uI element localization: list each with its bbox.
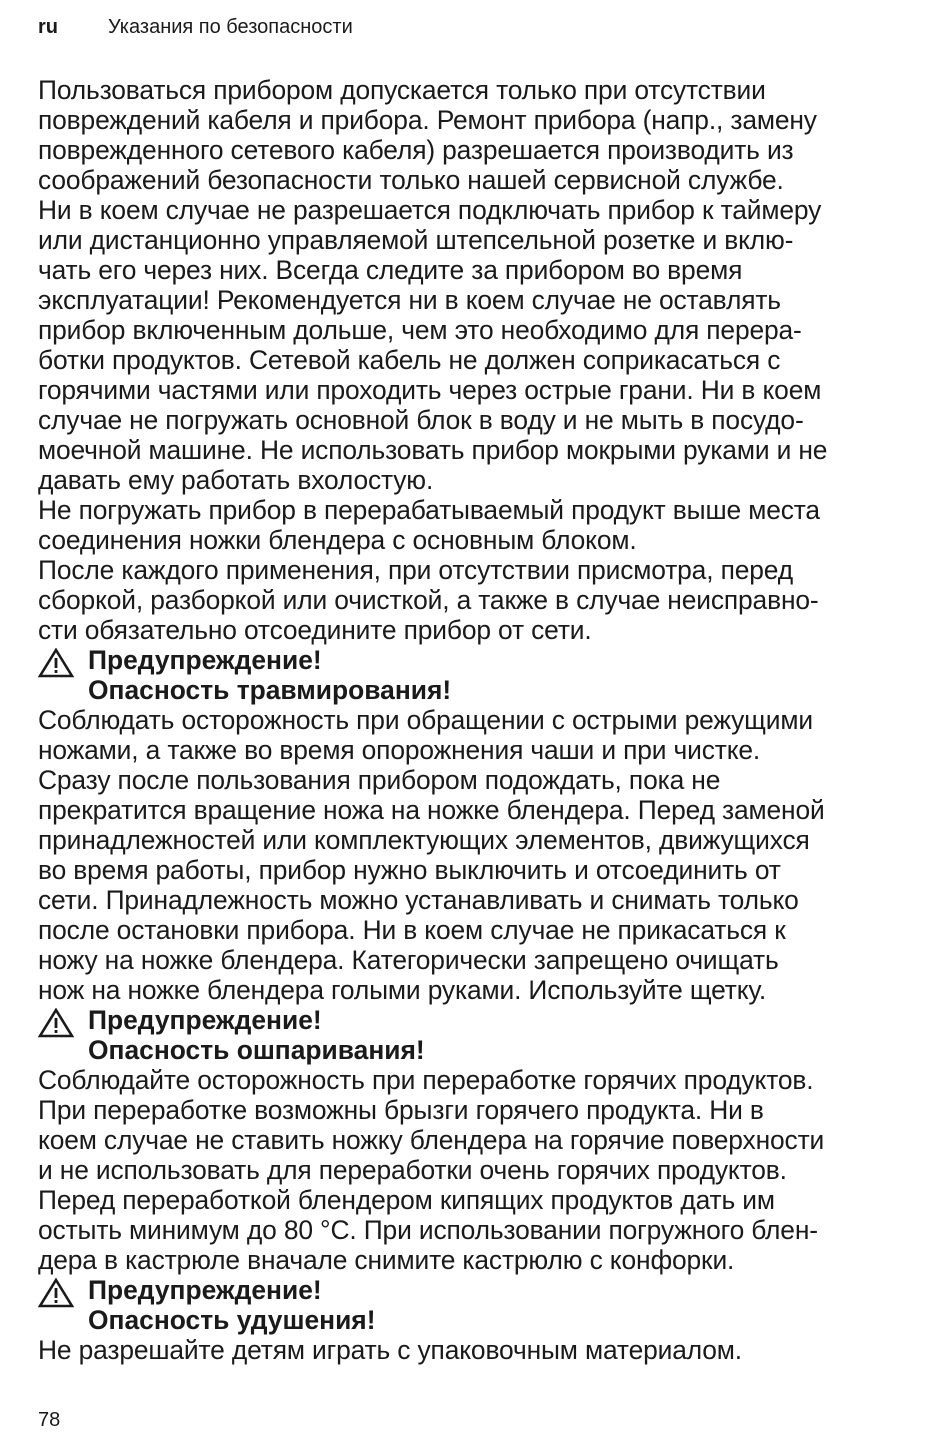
- warning-title: Предупреждение!: [88, 645, 322, 675]
- warning-subtitle: Опасность удушения!: [88, 1305, 376, 1335]
- text-line: ботки продуктов. Сетевой кабель не должен соприкасаться с: [38, 345, 781, 375]
- warning-injury: [38, 645, 950, 1005]
- text-line: нож на ножке блендера голыми руками. Используйте щетку.: [38, 975, 767, 1005]
- warning-suffocation: [38, 1275, 950, 1365]
- paragraph-immersion: [38, 495, 950, 555]
- text-line: во время работы, прибор нужно выключить и отсоединить от: [38, 855, 781, 885]
- text-line: ножу на ножке блендера. Категорически запрещено очищать: [38, 945, 779, 975]
- text-line: Не разрешайте детям играть с упаковочным материалом.: [38, 1335, 742, 1365]
- text-line: принадлежностей или комплектующих элементов, движущихся: [38, 825, 810, 855]
- text-line: или дистанционно управляемой штепсельной розетке и вклю-: [38, 225, 794, 255]
- text-line: повреждений кабеля и прибора. Ремонт прибора (напр., замену: [38, 105, 817, 135]
- text-line: сти обязательно отсоедините прибор от сети.: [38, 615, 592, 645]
- warning-heading: [38, 645, 950, 705]
- text-line: При переработке возможны брызги горячего продукта. Ни в: [38, 1095, 764, 1125]
- text-line: дера в кастрюле вначале снимите кастрюлю с конфорки.: [38, 1245, 735, 1275]
- text-line: сборкой, разборкой или очисткой, а также в случае неисправно-: [38, 585, 819, 615]
- text-line: Перед переработкой блендером кипящих продуктов дать им: [38, 1185, 775, 1215]
- text-line: Не погружать прибор в перерабатываемый продукт выше места: [38, 495, 820, 525]
- warning-subtitle: Опасность ошпаривания!: [88, 1035, 425, 1065]
- text-line: прибор включенным дольше, чем это необходимо для перера-: [38, 315, 802, 345]
- warning-triangle-icon: [38, 1008, 74, 1038]
- warning-text: [38, 705, 950, 1005]
- text-line: остыть минимум до 80 °С. При использовании погружного блен-: [38, 1215, 818, 1245]
- paragraph-operation: [38, 195, 950, 495]
- paragraph-disconnect: [38, 555, 950, 645]
- page-number: 78: [38, 1409, 61, 1431]
- text-line: прекратится вращение ножа на ножке блендера. Перед заменой: [38, 795, 825, 825]
- warning-title: Предупреждение!: [88, 1275, 322, 1305]
- text-line: коем случае не ставить ножку блендера на горячие поверхности: [38, 1125, 825, 1155]
- paragraph-repair: [38, 75, 950, 195]
- warning-title: Предупреждение!: [88, 1005, 322, 1035]
- section-title: Указания по безопасности: [108, 16, 353, 38]
- text-line: давать ему работать вхолостую.: [38, 465, 434, 495]
- warning-text: [38, 1065, 950, 1275]
- text-line: поврежденного сетевого кабеля) разрешается производить из: [38, 135, 794, 165]
- text-line: моечной машине. Не использовать прибор мокрыми руками и не: [38, 435, 828, 465]
- warning-heading: [38, 1005, 950, 1065]
- warning-subtitle: Опасность травмирования!: [88, 675, 452, 705]
- language-code: ru: [38, 16, 58, 38]
- text-line: горячими частями или проходить через острые грани. Ни в коем: [38, 375, 822, 405]
- text-line: соединения ножки блендера с основным блоком.: [38, 525, 637, 555]
- warning-triangle-icon: [38, 1278, 74, 1308]
- text-line: Соблюдать осторожность при обращении с острыми режущими: [38, 705, 813, 735]
- warning-scalding: [38, 1005, 950, 1275]
- text-line: Сразу после пользования прибором подождать, пока не: [38, 765, 721, 795]
- warning-triangle-icon: [38, 648, 74, 678]
- text-line: Соблюдайте осторожность при переработке горячих продуктов.: [38, 1065, 814, 1095]
- text-line: соображений безопасности только нашей сервисной службе.: [38, 165, 784, 195]
- text-line: и не использовать для переработки очень горячих продуктов.: [38, 1155, 787, 1185]
- text-line: после остановки прибора. Ни в коем случае не прикасаться к: [38, 915, 786, 945]
- text-line: случае не погружать основной блок в воду и не мыть в посудо-: [38, 405, 804, 435]
- text-line: Ни в коем случае не разрешается подключать прибор к таймеру: [38, 195, 822, 225]
- warning-heading: [38, 1275, 950, 1335]
- text-line: сети. Принадлежность можно устанавливать и снимать только: [38, 885, 799, 915]
- page-content: [38, 75, 950, 1365]
- page-header: [38, 14, 353, 40]
- text-line: После каждого применения, при отсутствии присмотра, перед: [38, 555, 793, 585]
- warning-text: [38, 1335, 950, 1365]
- text-line: ножами, а также во время опорожнения чаши и при чистке.: [38, 735, 761, 765]
- text-line: Пользоваться прибором допускается только при отсутствии: [38, 75, 766, 105]
- text-line: чать его через них. Всегда следите за прибором во время: [38, 255, 743, 285]
- text-line: эксплуатации! Рекомендуется ни в коем случае не оставлять: [38, 285, 781, 315]
